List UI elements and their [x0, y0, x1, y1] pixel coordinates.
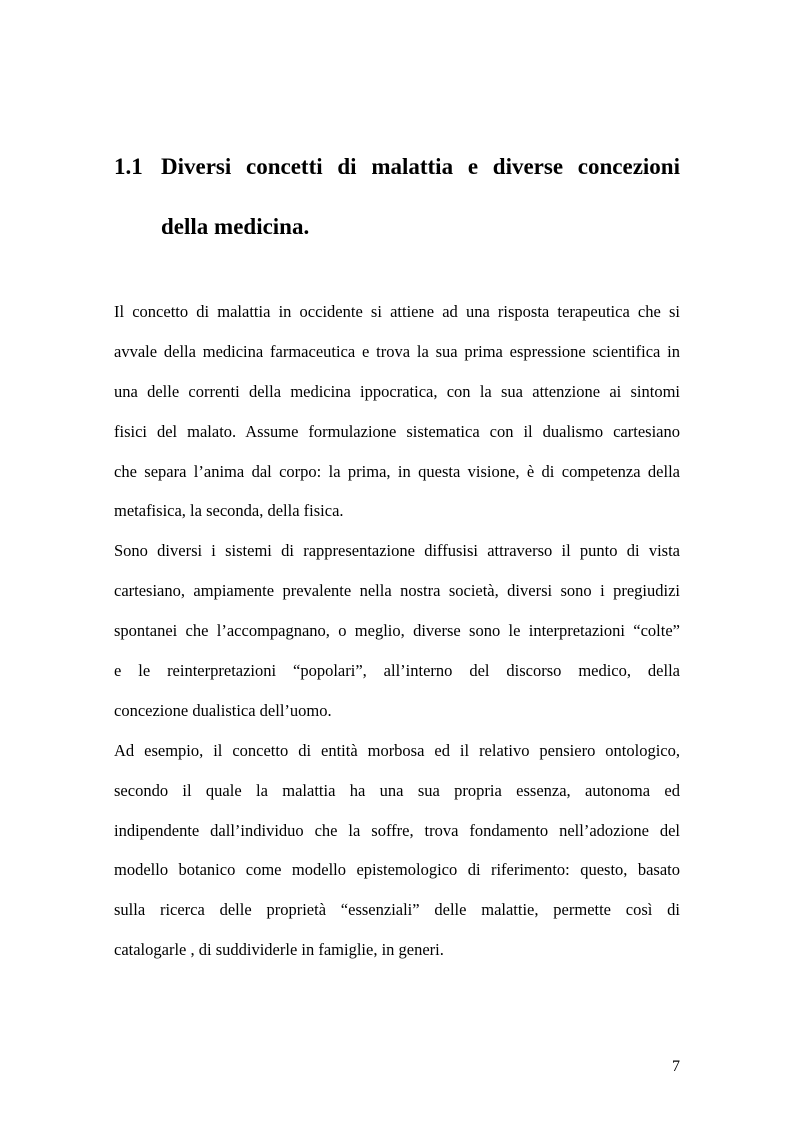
section-heading-line-1 [114, 146, 680, 206]
text-line: sulla ricerca delle proprietà “essenziali” delle malattie, permette così di [114, 900, 680, 920]
text-line: avvale della medicina farmaceutica e trova la sua prima espressione scientifica in [114, 341, 680, 361]
text-line: metafisica, la seconda, della fisica. [114, 501, 344, 521]
page-number: 7 [672, 1058, 680, 1075]
section-number: 1.1 [114, 154, 143, 179]
text-line: modello botanico come modello epistemologico di riferimento: questo, basato [114, 860, 680, 880]
text-line: che separa l’anima dal corpo: la prima, in questa visione, è di competenza della [114, 461, 680, 481]
text-line: e le reinterpretazioni “popolari”, all’interno del discorso medico, della [114, 661, 680, 681]
text-line: Il concetto di malattia in occidente si attiene ad una risposta terapeutica che si [114, 302, 680, 321]
text-line: spontanei che l’accompagnano, o meglio, diverse sono le interpretazioni “colte” [114, 621, 680, 641]
text-line: una delle correnti della medicina ippocratica, con la sua attenzione ai sintomi [114, 381, 680, 401]
section-title-line-1: Diversi concetti di malattia e diverse concezioni [161, 154, 680, 179]
text-line: concezione dualistica dell’uomo. [114, 700, 332, 720]
text-line: catalogarle , di suddividerle in famiglie, in generi. [114, 940, 444, 960]
paragraph [114, 292, 680, 531]
body-text [114, 292, 680, 970]
section-heading-line-2 [114, 206, 680, 266]
paragraph [114, 731, 680, 970]
text-line: Sono diversi i sistemi di rappresentazione diffusisi attraverso il punto di vista [114, 541, 680, 561]
section-heading [114, 146, 680, 266]
text-line: fisici del malato. Assume formulazione sistematica con il dualismo cartesiano [114, 421, 680, 441]
text-line: secondo il quale la malattia ha una sua propria essenza, autonoma ed [114, 780, 680, 800]
paragraph [114, 531, 680, 730]
section-title-line-2: della medicina. [161, 214, 310, 239]
text-line: Ad esempio, il concetto di entità morbosa ed il relativo pensiero ontologico, [114, 740, 680, 760]
text-line: cartesiano, ampiamente prevalente nella nostra società, diversi sono i pregiudizi [114, 581, 680, 601]
text-line: indipendente dall’individuo che la soffre, trova fondamento nell’adozione del [114, 820, 680, 840]
